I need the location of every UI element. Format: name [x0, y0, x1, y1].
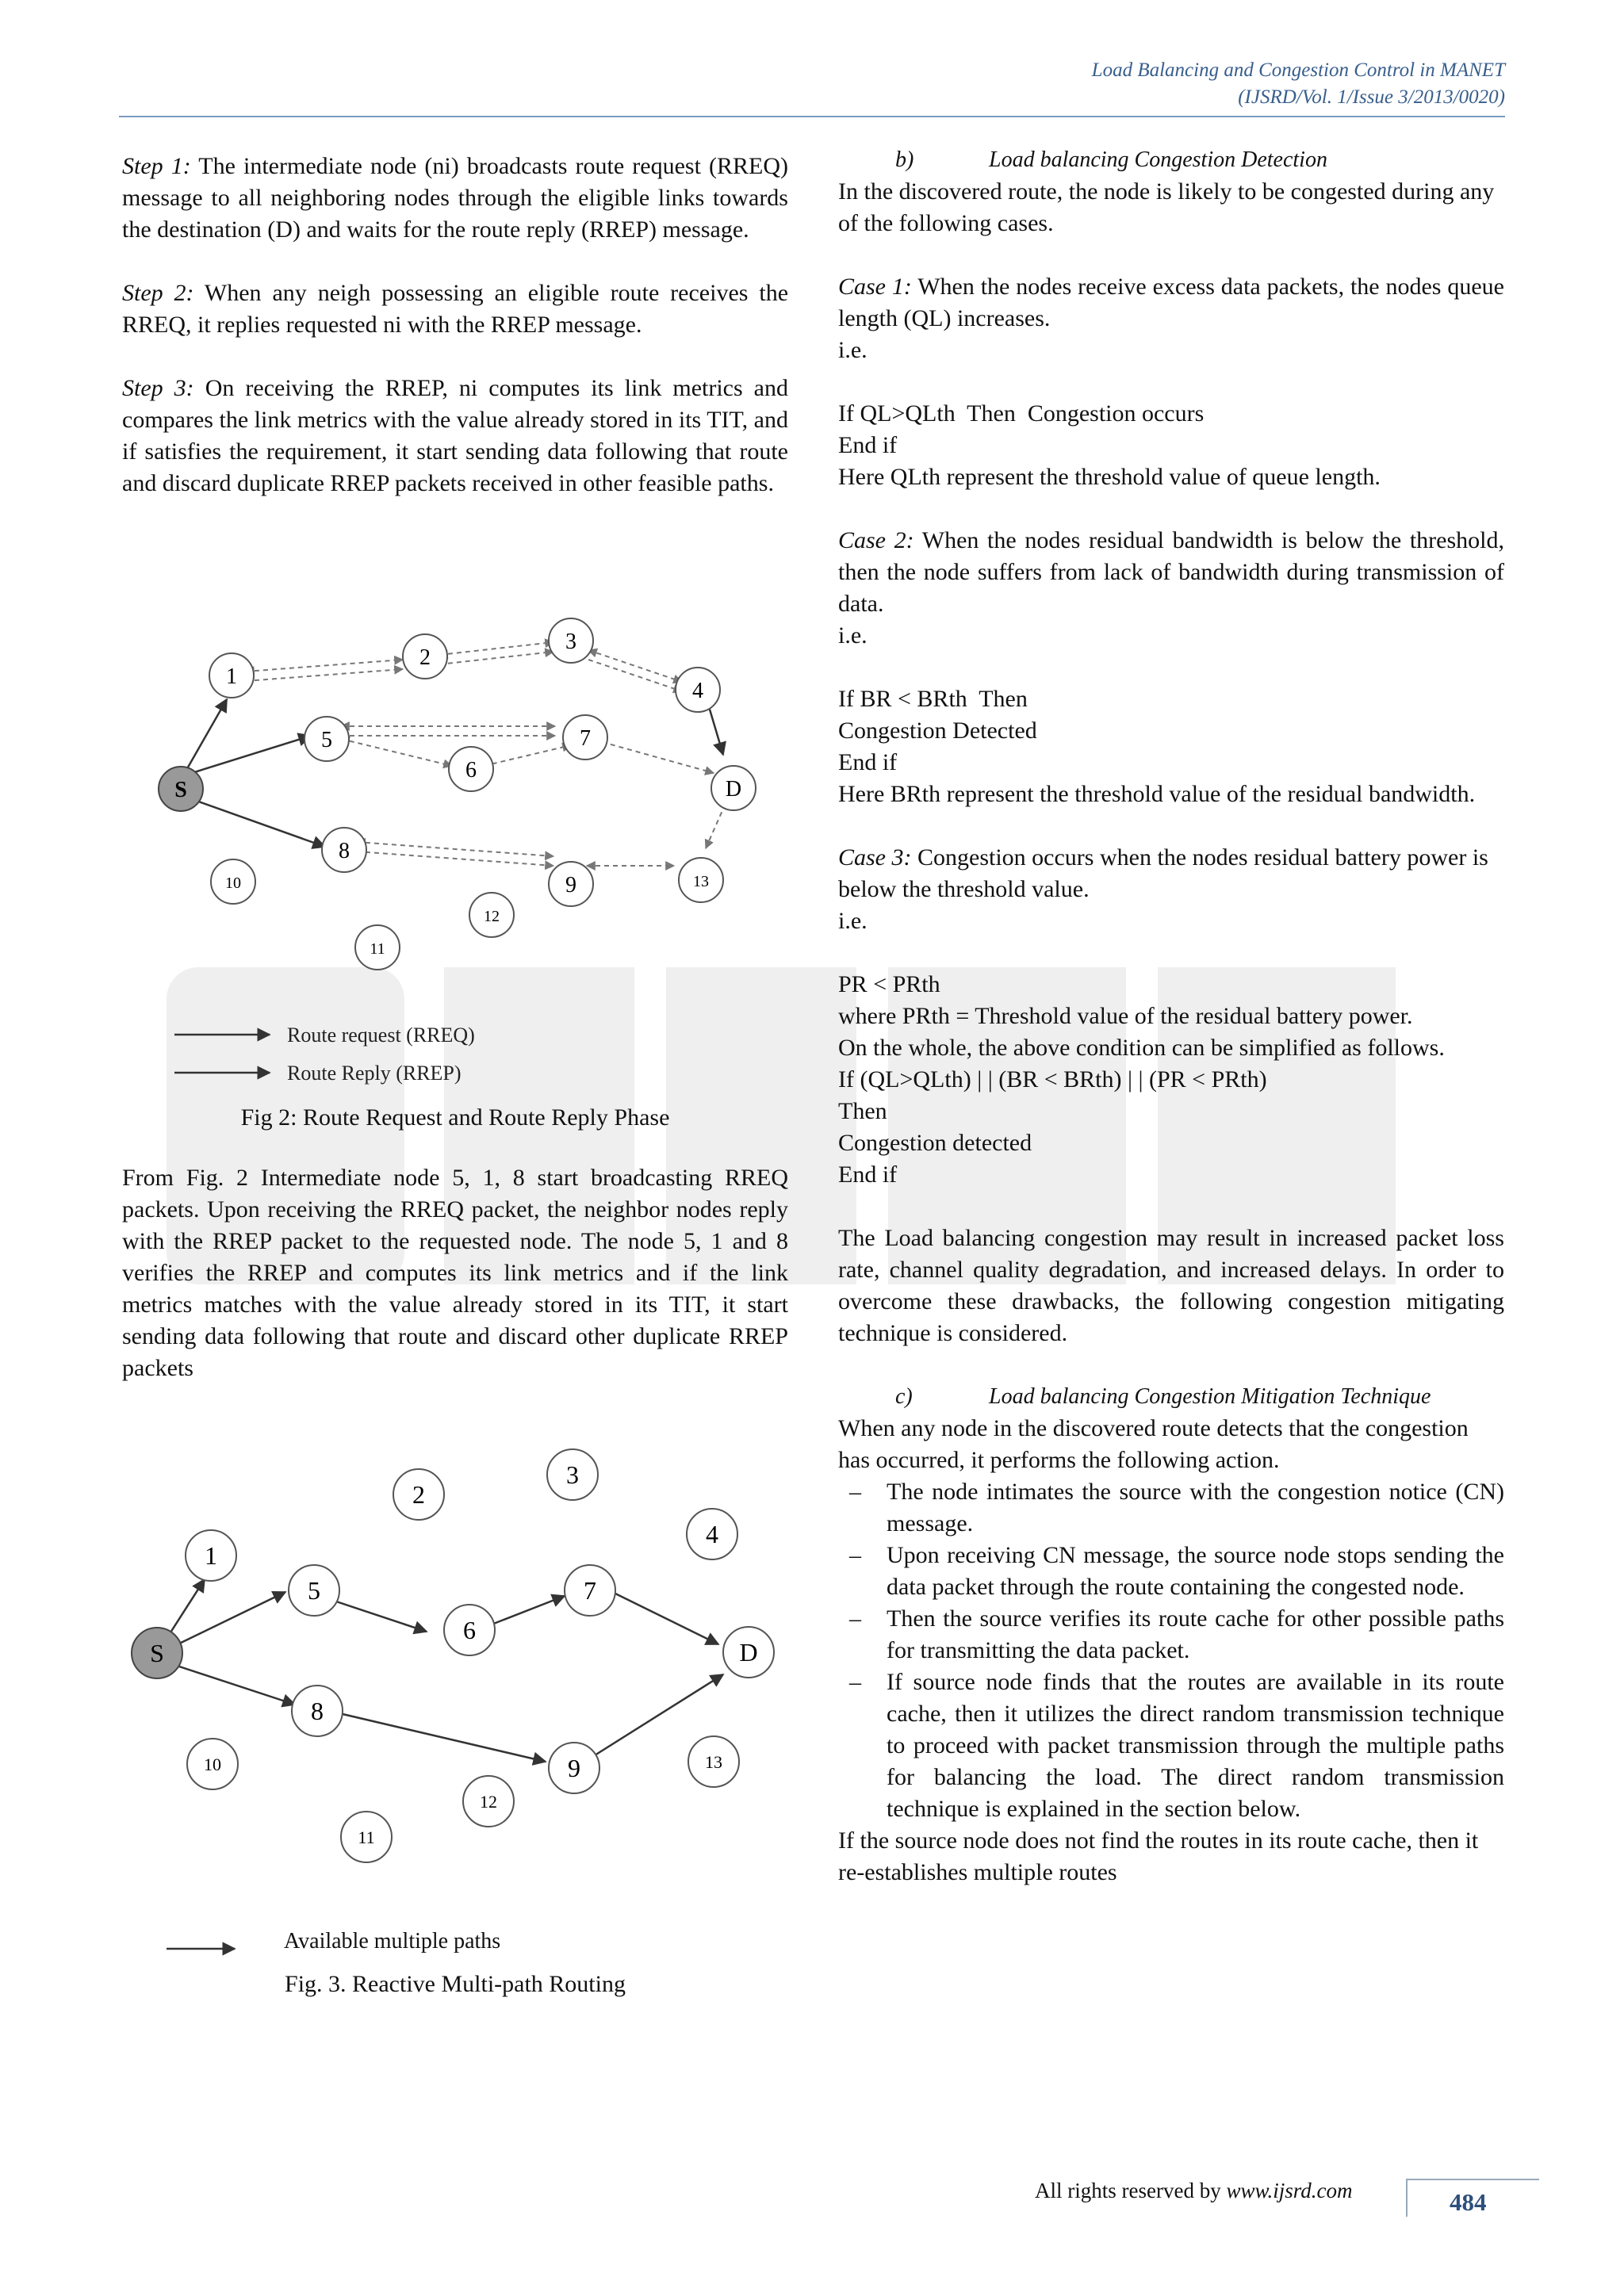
- case-2-line-4: Here BRth represent the threshold value of the residual bandwidth.: [838, 781, 1476, 807]
- fig2-node-5: [304, 717, 349, 761]
- case-2-line-3: End if: [838, 749, 898, 775]
- svg-text:3: 3: [565, 629, 576, 654]
- step-3-label: Step 3:: [122, 375, 194, 401]
- step-1: [122, 151, 788, 246]
- case-1-label: Case 1:: [838, 274, 912, 300]
- fig2-node-7: [563, 715, 607, 760]
- mitigation-list: [838, 1476, 1504, 1825]
- list-item: – If source node finds that the routes are available in its route cache, then it utilizes the direct random transmission technique to proceed with packet transmission through the multiple paths for balancing the load. The direct random transmission technique is explained in the section below.: [838, 1667, 1504, 1825]
- section-b-number: b): [895, 147, 914, 172]
- case-3-text: Congestion occurs when the nodes residual battery power is below the threshold value.: [838, 844, 1488, 902]
- fig3-node-3: [547, 1449, 598, 1500]
- svg-text:12: 12: [484, 908, 500, 925]
- case-2: [838, 525, 1504, 620]
- case-3-line-7: End if: [838, 1161, 898, 1188]
- step-2-text: When any neigh possessing an eligible route receives the RREQ, it replies requested ni with the RREP message.: [122, 280, 789, 338]
- svg-text:10: 10: [204, 1755, 221, 1774]
- fig3-node-d: [723, 1627, 774, 1678]
- svg-text:5: 5: [321, 728, 332, 752]
- case-3-line-1: PR < PRth: [838, 971, 940, 997]
- figure-2-diagram: [151, 610, 785, 1102]
- figure-3-caption: Fig. 3. Reactive Multi-path Routing: [285, 1971, 626, 1997]
- figure-3-diagram: [127, 1435, 793, 1958]
- fig3-node-9: [549, 1743, 599, 1793]
- fig2-node-12: [469, 893, 514, 937]
- fig3-legend-label: Available multiple paths: [284, 1929, 501, 1954]
- fig3-node-12: [463, 1776, 514, 1827]
- header-title: Load Balancing and Congestion Control in MANET: [1091, 59, 1505, 81]
- list-item: – The node intimates the source with the congestion notice (CN) message.: [838, 1476, 1504, 1540]
- case-1: [838, 271, 1504, 335]
- case-2-line-1: If BR < BRth Then: [838, 686, 1028, 712]
- case-3-line-2: where PRth = Threshold value of the residual battery power.: [838, 1003, 1413, 1029]
- section-c-number: c): [895, 1384, 913, 1409]
- fig2-node-4: [676, 668, 720, 712]
- case-1-line-3: Here QLth represent the threshold value of queue length.: [838, 464, 1381, 490]
- fig2-node-3: [549, 618, 593, 663]
- case-2-text: When the nodes residual bandwidth is below the threshold, then the node suffers from lack of bandwidth during transmission of data.: [838, 527, 1504, 617]
- case-2-line-2: Congestion Detected: [838, 718, 1037, 744]
- step-1-text: The intermediate node (ni) broadcasts route request (RREQ) message to all neighboring nodes through the eligible links towards the destination (D) and waits for the route reply (RREP) message.: [122, 153, 788, 243]
- footer-rights: [1035, 2179, 1352, 2203]
- fig3-node-6: [444, 1605, 495, 1655]
- case-3-line-4: If (QL>QLth) | | (BR < BRth) | | (PR < PRth): [838, 1066, 1267, 1093]
- section-b-heading: [838, 144, 1504, 176]
- svg-text:6: 6: [463, 1616, 476, 1644]
- step-2-label: Step 2:: [122, 280, 194, 306]
- mitigation-intro: When any node in the discovered route detects that the congestion has occurred, it performs the following action.: [838, 1415, 1469, 1473]
- fig2-node-d: [711, 766, 756, 810]
- svg-text:7: 7: [584, 1576, 596, 1605]
- fig2-legend: [174, 1024, 475, 1085]
- svg-text:2: 2: [419, 645, 431, 670]
- legend-rreq: Route request (RREQ): [287, 1024, 475, 1047]
- case-2-label: Case 2:: [838, 527, 914, 553]
- list-item: – Upon receiving CN message, the source node stops sending the data packet through the route containing the congested node.: [838, 1540, 1504, 1603]
- fig3-node-1: [186, 1530, 236, 1581]
- legend-rrep: Route Reply (RREP): [287, 1062, 462, 1085]
- case-3-label: Case 3:: [838, 844, 912, 871]
- fig2-paragraph-text: From Fig. 2 Intermediate node 5, 1, 8 start broadcasting RREQ packets. Upon receiving the RREQ packet, the neighbor nodes reply with the RREP packet to the requested node. The node 5, 1 and 8 verifies the RREP and computes its link metrics and if the link metrics matches with the value already stored in its TIT, it start sending data following that route and discard other duplicate RREP packets: [122, 1165, 788, 1381]
- fig3-node-11: [341, 1812, 392, 1862]
- fig2-node-8: [322, 828, 366, 872]
- svg-text:D: D: [739, 1638, 758, 1667]
- svg-text:7: 7: [580, 726, 591, 751]
- footer-rights-text: All rights reserved by: [1035, 2179, 1227, 2202]
- case-3-line-5: Then: [838, 1098, 887, 1124]
- case-1-line-2: End if: [838, 432, 898, 458]
- case-2-ie: i.e.: [838, 622, 868, 649]
- svg-text:1: 1: [205, 1541, 217, 1570]
- fig2-paragraph: [122, 1162, 788, 1384]
- detection-intro: In the discovered route, the node is likely to be congested during any of the following cases.: [838, 178, 1495, 236]
- svg-text:13: 13: [693, 873, 709, 890]
- case-3: [838, 842, 1504, 905]
- svg-text:8: 8: [311, 1697, 324, 1725]
- fig2-node-1: [209, 653, 254, 698]
- svg-text:12: 12: [480, 1792, 497, 1812]
- case-1-ie: i.e.: [838, 337, 868, 363]
- svg-text:9: 9: [565, 873, 576, 897]
- case-3-line-6: Congestion detected: [838, 1130, 1032, 1156]
- svg-text:10: 10: [225, 874, 241, 892]
- case-3-line-3: On the whole, the above condition can be simplified as follows.: [838, 1035, 1445, 1061]
- fig3-node-7: [565, 1565, 615, 1616]
- fig3-node-13: [688, 1736, 739, 1787]
- svg-text:11: 11: [370, 940, 385, 958]
- figure-2-caption: Fig 2: Route Request and Route Reply Phase: [240, 1104, 670, 1131]
- svg-text:13: 13: [705, 1752, 722, 1772]
- svg-text:4: 4: [692, 679, 703, 703]
- svg-text:S: S: [150, 1639, 164, 1667]
- list-item: – Then the source verifies its route cache for other possible paths for transmitting the data packet.: [838, 1603, 1504, 1667]
- fig3-node-8: [292, 1686, 343, 1736]
- fig3-node-4: [687, 1509, 737, 1559]
- fig3-node-5: [289, 1565, 339, 1616]
- page-number: 484: [1450, 2188, 1487, 2216]
- final-paragraph: If the source node does not find the routes in its route cache, then it re-establishes multiple routes: [838, 1827, 1479, 1885]
- step-1-label: Step 1:: [122, 153, 191, 179]
- svg-text:1: 1: [226, 664, 237, 689]
- svg-text:11: 11: [358, 1827, 375, 1847]
- svg-text:S: S: [174, 778, 187, 802]
- svg-text:6: 6: [465, 758, 477, 783]
- fig3-paths: [165, 1579, 723, 1762]
- fig3-node-10: [187, 1739, 238, 1789]
- fig3-nodes: [132, 1449, 774, 1862]
- fig2-node-13: [679, 858, 723, 902]
- right-column: [838, 144, 1504, 1888]
- svg-text:2: 2: [412, 1480, 425, 1509]
- load-balancing-paragraph: The Load balancing congestion may result in increased packet loss rate, channel quality degradation, and increased delays. In order to overcome these drawbacks, the following congestion mitigating technique is considered.: [838, 1225, 1504, 1346]
- step-2: [122, 277, 788, 341]
- svg-text:D: D: [725, 777, 742, 802]
- header-rule: [119, 116, 1505, 117]
- fig3-node-s: [132, 1628, 182, 1678]
- svg-text:8: 8: [339, 839, 350, 863]
- footer-site-link[interactable]: www.ijsrd.com: [1226, 2179, 1353, 2202]
- svg-text:9: 9: [568, 1754, 580, 1782]
- section-b-title: Load balancing Congestion Detection: [989, 147, 1327, 172]
- fig2-node-6: [449, 747, 493, 791]
- left-column: [122, 151, 788, 499]
- fig2-node-s: [159, 767, 203, 811]
- case-1-text: When the nodes receive excess data packets, the nodes queue length (QL) increases.: [838, 274, 1504, 331]
- fig2-node-10: [211, 859, 255, 904]
- running-header: [1092, 57, 1505, 111]
- fig2-nodes: [159, 618, 756, 970]
- svg-text:4: 4: [706, 1520, 718, 1548]
- case-3-ie: i.e.: [838, 908, 868, 934]
- section-c-title: Load balancing Congestion Mitigation Technique: [989, 1384, 1431, 1409]
- fig3-node-2: [393, 1469, 444, 1520]
- header-journal: (IJSRD/Vol. 1/Issue 3/2013/0020): [1238, 86, 1505, 108]
- svg-text:5: 5: [308, 1576, 320, 1605]
- fig2-node-2: [403, 634, 447, 679]
- step-3: [122, 373, 788, 499]
- fig2-node-9: [549, 862, 593, 906]
- step-3-text: On receiving the RREP, ni computes its link metrics and compares the link metrics with the value already stored in its TIT, and if satisfies the requirement, it start sending data following that route and discard duplicate RREP packets received in other feasible paths.: [122, 375, 788, 496]
- svg-text:3: 3: [566, 1460, 579, 1489]
- fig2-node-11: [355, 925, 400, 970]
- case-1-line-1: If QL>QLth Then Congestion occurs: [838, 400, 1205, 427]
- section-c-heading: [838, 1381, 1504, 1413]
